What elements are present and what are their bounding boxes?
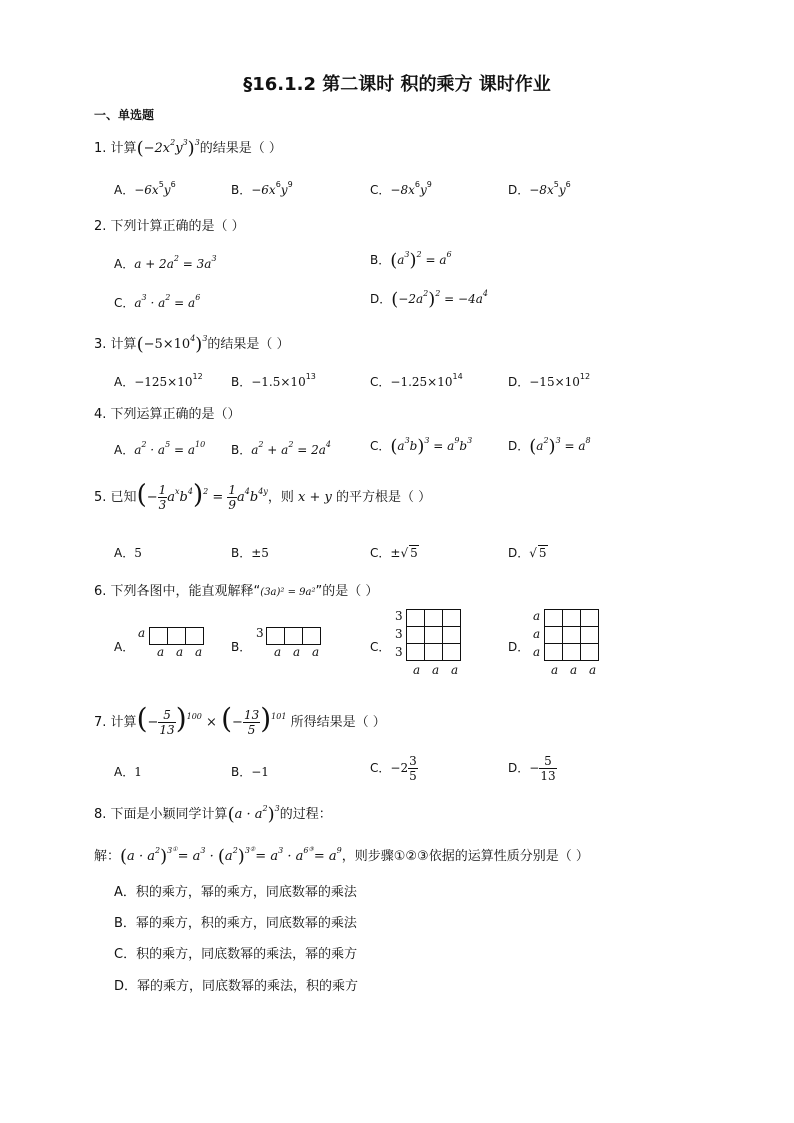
option-a[interactable]: A．积的乘方，幂的乘方，同底数幂的乘法 [114, 885, 357, 900]
side-label: a [176, 645, 184, 659]
side-label: a [157, 645, 165, 659]
side-label: a [274, 645, 282, 659]
question-8 [94, 803, 332, 825]
side-label: 3 [395, 627, 403, 641]
option-b[interactable]: B．±5 [231, 546, 269, 560]
option-a[interactable]: A．$-6x^5y^6$ [114, 180, 176, 197]
solution-line [94, 845, 589, 867]
option-a[interactable]: A．$-125\times 10^{12}$ [114, 372, 203, 389]
question-text: 的结果是（ ） [199, 141, 282, 156]
question-text: ，则 [267, 490, 294, 505]
page-title: §16.1.2 第二课时 积的乘方 课时作业 [243, 74, 551, 95]
side-label: 3 [256, 626, 264, 640]
question-3 [94, 333, 290, 355]
question-text: 下列各图中，能直观解释“ [110, 584, 261, 599]
question-number: 1. [94, 141, 107, 156]
option-d[interactable]: D．$(-2a^2)^2 = -4a^4$ [370, 289, 488, 310]
side-label: a [138, 626, 146, 640]
option-c[interactable]: C． [370, 640, 391, 654]
question-text: 计算 [110, 141, 137, 156]
question-number: 7. [94, 715, 107, 730]
figure-a-grid [149, 627, 204, 645]
solution-label: 解： [94, 849, 121, 864]
option-c[interactable]: C．$-1.25\times 10^{14}$ [370, 372, 463, 389]
option-b[interactable]: B．$-1.5\times 10^{13}$ [231, 372, 316, 389]
question-text: 已知 [110, 490, 137, 505]
question-number: 4. [94, 407, 107, 422]
option-d[interactable]: D．$(a^2)^3 = a^8$ [508, 436, 591, 457]
option-b[interactable]: B．$-6x^6y^9$ [231, 180, 293, 197]
question-text: ，则步骤①②③依据的运算性质分别是（ ） [341, 849, 589, 864]
side-label: a [533, 627, 541, 641]
question-1 [94, 137, 282, 159]
question-text: 的过程： [279, 807, 332, 822]
question-text: ”的是（ ） [315, 584, 379, 599]
option-c[interactable]: C．$-8x^6y^9$ [370, 180, 432, 197]
option-c[interactable]: C．$(a^3b)^3 = a^9b^3$ [370, 436, 473, 457]
side-label: a [413, 663, 421, 677]
side-label: a [432, 663, 440, 677]
question-text: 的结果是（ ） [207, 337, 290, 352]
side-label: a [533, 645, 541, 659]
question-number: 3. [94, 337, 107, 352]
option-b[interactable]: B．−1 [231, 765, 269, 779]
option-d[interactable]: D． [508, 640, 530, 654]
side-label: a [312, 645, 320, 659]
figure-d-grid [544, 609, 599, 661]
side-label: a [195, 645, 203, 659]
figure-c-grid [406, 609, 461, 661]
math-expression: (− $\frac{5}{13}$ )$^{100}$ × (− $\frac{13}{5}$ )$^{101}$ [136, 702, 287, 737]
option-a[interactable]: A． [114, 640, 135, 654]
question-7 [94, 702, 386, 737]
math-expression: $(a \cdot a^2)^3$ [227, 804, 280, 825]
option-b[interactable]: B．幂的乘方，积的乘方，同底数幂的乘法 [114, 916, 357, 931]
side-label: a [589, 663, 597, 677]
figure-b-grid [266, 627, 321, 645]
side-label: 3 [395, 645, 403, 659]
side-label: a [293, 645, 301, 659]
question-text: 下列运算正确的是（） [110, 407, 241, 422]
math-expression: $(a \cdot a^2)^{3①}= a^3 \cdot (a^2)^{3②}= a^3 \cdot a^{6③}= a^9$ [120, 846, 342, 867]
side-label: 3 [395, 609, 403, 623]
option-d[interactable]: D．− $\frac{5}{13}$ [508, 754, 556, 783]
question-number: 8. [94, 807, 107, 822]
option-c[interactable]: C．±√ 5 [370, 546, 418, 560]
option-a[interactable]: A．1 [114, 765, 142, 779]
question-text: 下列计算正确的是（ ） [110, 219, 245, 234]
section-heading: 一、单选题 [94, 108, 155, 122]
question-text: 的平方根是（ ） [336, 490, 432, 505]
option-b[interactable]: B．$(a^3)^2 = a^6$ [370, 250, 452, 271]
math-expression: $(-2x^2y^3)^3$ [136, 138, 200, 159]
option-d[interactable]: D．$-15\times 10^{12}$ [508, 372, 591, 389]
question-text: 计算 [110, 337, 137, 352]
side-label: a [451, 663, 459, 677]
question-text: 所得结果是（ ） [290, 715, 386, 730]
question-text: 计算 [110, 715, 137, 730]
side-label: a [570, 663, 578, 677]
option-a[interactable]: A．$a^2 \cdot a^5 = a^{10}$ [114, 440, 206, 457]
option-b[interactable]: B．$a^2 + a^2 = 2a^4$ [231, 440, 331, 457]
option-d[interactable]: D．$-8x^5y^6$ [508, 180, 571, 197]
side-label: a [533, 609, 541, 623]
option-a[interactable]: A．$a + 2a^2 = 3a^3$ [114, 254, 217, 271]
question-4 [94, 403, 241, 422]
question-text: 下面是小颖同学计算 [110, 807, 228, 822]
option-d[interactable]: D．√ 5 [508, 546, 547, 560]
question-5: 5. 已知(− $\frac{1}{3}$ $a^xb^4)^2$ = $\frac{1}{9}$ $a^4b^{4y}$，则 x + y 的平方根是（ ） [94, 480, 432, 512]
option-c[interactable]: C．$a^3 \cdot a^2 = a^6$ [114, 293, 201, 310]
question-number: 5. [94, 490, 107, 505]
math-expression: $(-5\times 10^4)^3$ [136, 334, 208, 355]
option-d[interactable]: D．幂的乘方，同底数幂的乘法，积的乘方 [114, 979, 359, 994]
question-6 [94, 580, 378, 599]
option-c[interactable]: C．−2 $\frac{3}{5}$ [370, 754, 417, 783]
math-expression: (− $\frac{1}{3}$ $a^xb^4)^2$ = $\frac{1}{9}$ $a^4b^{4y}$ [136, 480, 268, 512]
question-number: 2. [94, 219, 107, 234]
option-a[interactable]: A．5 [114, 546, 142, 560]
option-c[interactable]: C．积的乘方，同底数幂的乘法，幂的乘方 [114, 947, 358, 962]
option-b[interactable]: B． [231, 640, 252, 654]
side-label: a [551, 663, 559, 677]
question-2 [94, 215, 245, 234]
math-expression: (3a)² = 9a² [260, 587, 316, 598]
question-number: 6. [94, 584, 107, 599]
